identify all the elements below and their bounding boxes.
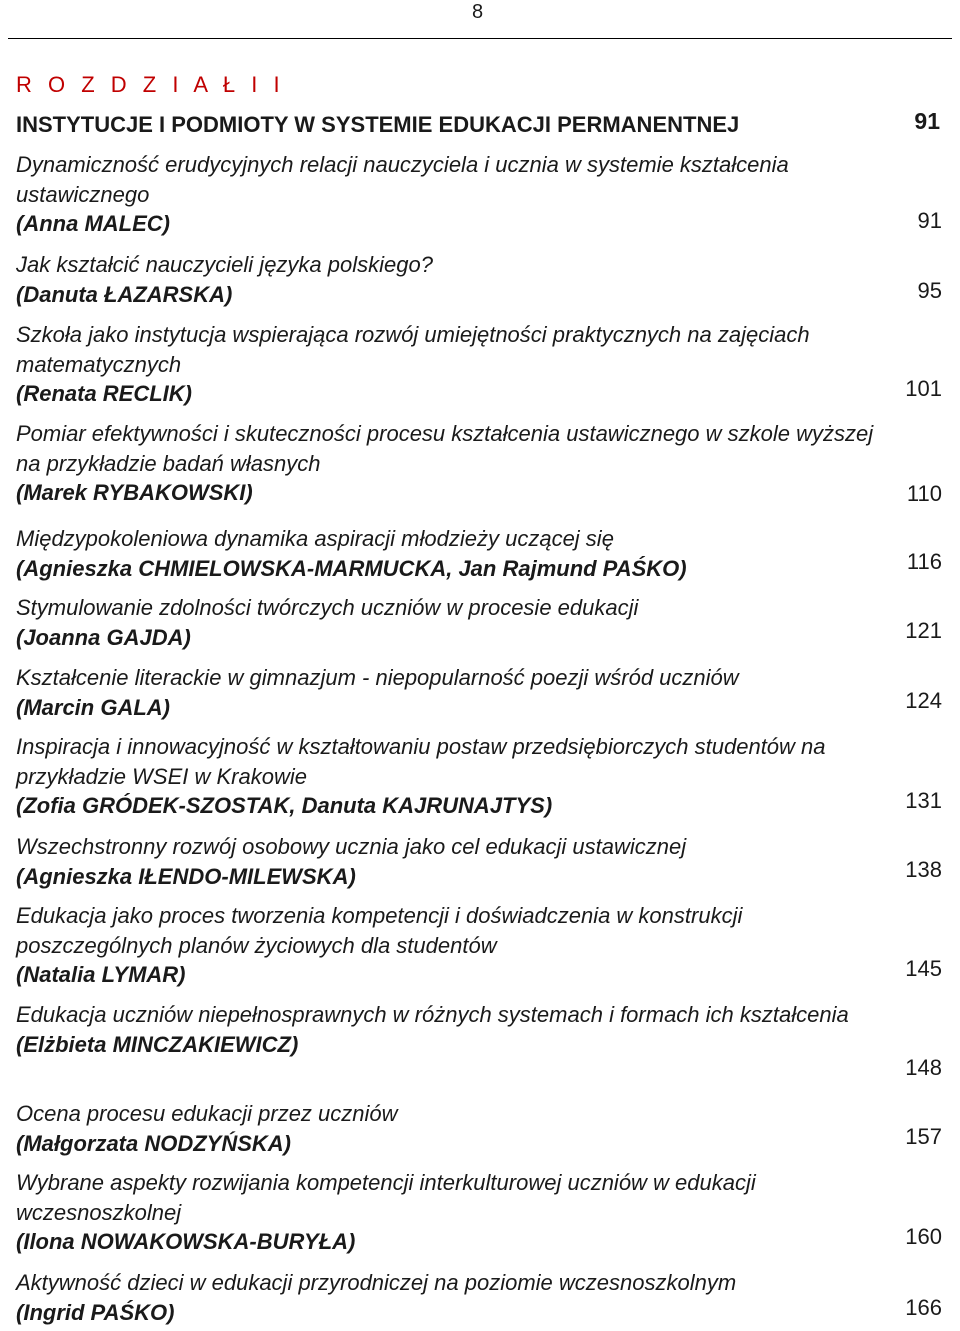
toc-entry xyxy=(16,593,946,653)
section-heading: INSTYTUCJE I PODMIOTY W SYSTEMIE EDUKACJI PERMANENTNEJ xyxy=(16,112,740,137)
entry-page-number: 160 xyxy=(905,1224,942,1249)
toc-entry xyxy=(16,1268,946,1328)
entry-title: Wszechstronny rozwój osobowy ucznia jako cel edukacji ustawicznej xyxy=(16,834,687,859)
entry-author: (Elżbieta MINCZAKIEWICZ) xyxy=(16,1031,299,1057)
entry-author: (Anna MALEC) xyxy=(16,211,170,237)
entry-title: Aktywność dzieci w edukacji przyrodniczej na poziomie wczesnoszkolnym xyxy=(16,1270,737,1295)
toc-entry xyxy=(16,1099,946,1159)
entry-page-number: 166 xyxy=(905,1295,942,1320)
entry-author: (Agnieszka IŁENDO-MILEWSKA) xyxy=(16,863,356,889)
entry-page-number: 91 xyxy=(917,208,942,233)
entry-page-number: 157 xyxy=(905,1124,942,1149)
entry-page-number: 138 xyxy=(905,857,942,882)
entry-author: (Marek RYBAKOWSKI) xyxy=(16,480,253,506)
entry-page-number: 124 xyxy=(905,688,942,713)
entry-title: Ocena procesu edukacji przez uczniów xyxy=(16,1101,398,1126)
toc-entry xyxy=(16,901,946,990)
entry-author: (Ilona NOWAKOWSKA-BURYŁA) xyxy=(16,1229,356,1255)
toc-entry xyxy=(16,732,946,821)
entry-page-number: 121 xyxy=(905,618,942,643)
entry-page-number: 101 xyxy=(905,376,942,401)
entry-title: Kształcenie literackie w gimnazjum - niepopularność poezji wśród uczniów xyxy=(16,665,739,690)
page-number: 8 xyxy=(472,1,484,23)
entry-author: (Ingrid PAŚKO) xyxy=(16,1299,175,1325)
chapter-label: R O Z D Z I A Ł I I xyxy=(16,72,285,97)
toc-entry xyxy=(16,150,946,239)
entry-title: Edukacja uczniów niepełnosprawnych w różnych systemach i formach ich kształcenia xyxy=(16,1002,849,1027)
entry-author: (Joanna GAJDA) xyxy=(16,624,191,650)
entry-title: Dynamiczność erudycyjnych relacji nauczyciela i ucznia w systemie kształcenia ustawicznego xyxy=(16,152,789,207)
entry-author: (Małgorzata NODZYŃSKA) xyxy=(16,1130,292,1156)
section-page-number: 91 xyxy=(914,108,940,134)
entry-page-number: 95 xyxy=(917,278,942,303)
entry-page-number: 131 xyxy=(905,788,942,813)
entry-title: Międzypokoleniowa dynamika aspiracji młodzieży uczącej się xyxy=(16,526,614,551)
entry-title: Szkoła jako instytucja wspierająca rozwój umiejętności praktycznych na zajęciach matematycznych xyxy=(16,322,810,377)
entry-author: (Danuta ŁAZARSKA) xyxy=(16,281,233,307)
toc-entry xyxy=(16,663,946,723)
entry-title: Jak kształcić nauczycieli języka polskiego? xyxy=(16,252,433,277)
toc-entry xyxy=(16,320,946,409)
toc-entry xyxy=(16,524,946,584)
entry-page-number: 116 xyxy=(906,549,942,574)
top-rule xyxy=(8,38,952,39)
toc-entry xyxy=(16,1000,946,1080)
entry-page-number: 148 xyxy=(905,1055,942,1080)
entry-title: Stymulowanie zdolności twórczych uczniów w procesie edukacji xyxy=(16,595,639,620)
entry-title: Wybrane aspekty rozwijania kompetencji interkulturowej uczniów w edukacji wczesnoszkolnej xyxy=(16,1170,756,1225)
entry-author: (Agnieszka CHMIELOWSKA-MARMUCKA, Jan Rajmund PAŚKO) xyxy=(16,555,687,581)
toc-entry xyxy=(16,1168,946,1257)
toc-entry xyxy=(16,832,946,892)
entry-author: (Marcin GALA) xyxy=(16,694,170,720)
entry-author: (Zofia GRÓDEK-SZOSTAK, Danuta KAJRUNAJTYS) xyxy=(16,793,553,819)
entry-title: Edukacja jako proces tworzenia kompetencji i doświadczenia w konstrukcji poszczególnych planów życiowych dla studentów xyxy=(16,903,743,958)
entry-title: Pomiar efektywności i skuteczności procesu kształcenia ustawicznego w szkole wyższej na przykładzie badań własnych xyxy=(16,421,874,476)
entry-author: (Natalia LYMAR) xyxy=(16,962,186,988)
entry-page-number: 110 xyxy=(906,481,942,506)
entry-title: Inspiracja i innowacyjność w kształtowaniu postaw przedsiębiorczych studentów na przykładzie WSEI w Krakowie xyxy=(16,734,826,789)
entry-author: (Renata RECLIK) xyxy=(16,381,193,407)
toc-entry xyxy=(16,419,946,508)
entry-page-number: 145 xyxy=(905,956,942,981)
toc-entry xyxy=(16,250,946,310)
